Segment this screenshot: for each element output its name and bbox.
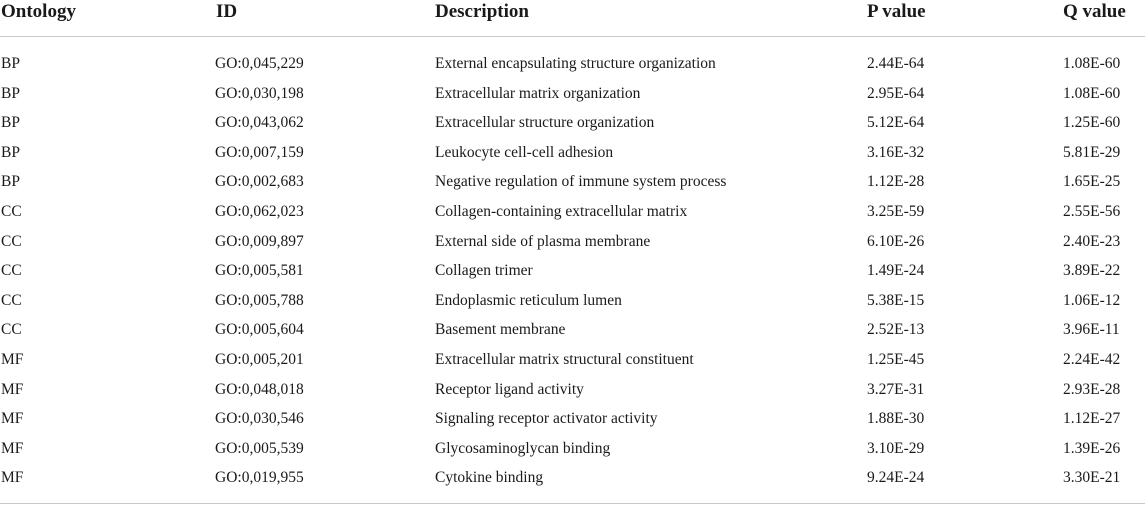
id-cell: GO:0,045,229 <box>215 55 304 72</box>
table-row <box>0 244 1145 280</box>
table-body <box>0 37 1145 487</box>
p-value-cell: 5.12E-64 <box>867 114 925 132</box>
ontology-cell: CC <box>1 232 22 250</box>
q-value-cell: 2.24E-42 <box>1063 350 1121 368</box>
header-p-value: P value <box>867 1 926 22</box>
table-row <box>0 422 1145 457</box>
header-id: ID <box>216 1 238 22</box>
table-row <box>0 37 1145 72</box>
table-row <box>0 451 1145 487</box>
q-value-cell: 2.93E-28 <box>1063 380 1121 398</box>
id-cell: GO:0,030,198 <box>215 84 304 102</box>
id-cell: GO:0,043,062 <box>215 114 304 132</box>
id-cell: GO:0,005,581 <box>215 262 304 280</box>
table-row <box>0 333 1145 368</box>
ontology-cell: CC <box>1 321 22 339</box>
p-value-cell: 1.25E-45 <box>867 350 925 368</box>
description-cell: Negative regulation of immune system process <box>435 173 727 191</box>
id-cell: GO:0,009,897 <box>215 232 304 250</box>
p-value-cell: 3.10E-29 <box>867 439 925 457</box>
q-value-cell: 2.55E-56 <box>1063 202 1121 220</box>
id-cell: GO:0,005,539 <box>215 439 304 457</box>
p-value-cell: 9.24E-24 <box>867 469 925 487</box>
table-header <box>0 0 1145 37</box>
description-cell: Endoplasmic reticulum lumen <box>435 291 622 309</box>
description-cell: Extracellular structure organization <box>435 114 655 132</box>
ontology-cell: CC <box>1 262 22 280</box>
p-value-cell: 1.49E-24 <box>867 262 925 280</box>
ontology-cell: CC <box>1 202 22 220</box>
id-cell: GO:0,005,201 <box>215 350 304 368</box>
description-cell: Collagen-containing extracellular matrix <box>435 202 688 220</box>
description-cell: Collagen trimer <box>435 262 533 280</box>
table-row <box>0 274 1145 309</box>
ontology-cell: MF <box>1 439 24 457</box>
q-value-cell: 5.81E-29 <box>1063 143 1121 161</box>
table-row <box>0 303 1145 339</box>
header-description: Description <box>435 1 529 22</box>
ontology-cell: MF <box>1 410 24 428</box>
description-cell: Glycosaminoglycan binding <box>435 439 611 457</box>
id-cell: GO:0,005,604 <box>215 321 304 339</box>
description-cell: External side of plasma membrane <box>435 232 651 250</box>
ontology-cell: BP <box>1 114 20 132</box>
ontology-cell: CC <box>1 291 22 309</box>
description-cell: Signaling receptor activator activity <box>435 410 658 428</box>
q-value-cell: 1.12E-27 <box>1063 410 1121 428</box>
table-row <box>0 155 1145 191</box>
id-cell: GO:0,062,023 <box>215 202 304 220</box>
id-cell: GO:0,007,159 <box>215 143 304 161</box>
description-cell: Receptor ligand activity <box>435 380 584 398</box>
header-q-value: Q value <box>1063 1 1126 22</box>
p-value-cell: 1.12E-28 <box>867 173 925 191</box>
q-value-cell: 1.25E-60 <box>1063 114 1121 132</box>
p-value-cell: 2.95E-64 <box>867 84 925 102</box>
p-value-cell: 2.52E-13 <box>867 321 925 339</box>
table-row <box>0 126 1145 161</box>
q-value-cell: 3.96E-11 <box>1063 321 1120 339</box>
table-row <box>0 67 1145 102</box>
ontology-cell: MF <box>1 350 24 368</box>
id-cell: GO:0,005,788 <box>215 291 304 309</box>
id-cell: GO:0,019,955 <box>215 469 304 487</box>
table-row <box>0 363 1145 398</box>
header-ontology: Ontology <box>1 1 76 22</box>
id-cell: GO:0,030,546 <box>215 410 304 428</box>
p-value-cell: 5.38E-15 <box>867 291 925 309</box>
bottom-rule <box>0 503 1145 504</box>
ontology-cell: BP <box>1 84 20 102</box>
ontology-cell: BP <box>1 55 20 72</box>
description-cell: Basement membrane <box>435 321 566 339</box>
id-cell: GO:0,002,683 <box>215 173 304 191</box>
ontology-cell: MF <box>1 469 24 487</box>
ontology-cell: BP <box>1 143 20 161</box>
p-value-cell: 1.88E-30 <box>867 410 925 428</box>
description-cell: Cytokine binding <box>435 469 544 487</box>
q-value-cell: 1.06E-12 <box>1063 291 1121 309</box>
table-row <box>0 96 1145 132</box>
p-value-cell: 3.27E-31 <box>867 380 925 398</box>
description-cell: Extracellular matrix organization <box>435 84 641 102</box>
p-value-cell: 2.44E-64 <box>867 55 925 72</box>
q-value-cell: 1.08E-60 <box>1063 55 1121 72</box>
table-row <box>0 215 1145 250</box>
q-value-cell: 2.40E-23 <box>1063 232 1121 250</box>
description-cell: External encapsulating structure organization <box>435 55 716 72</box>
p-value-cell: 3.25E-59 <box>867 202 925 220</box>
p-value-cell: 6.10E-26 <box>867 232 925 250</box>
table-row <box>0 392 1145 428</box>
ontology-cell: BP <box>1 173 20 191</box>
ontology-cell: MF <box>1 380 24 398</box>
p-value-cell: 3.16E-32 <box>867 143 925 161</box>
table-row <box>0 185 1145 220</box>
description-cell: Leukocyte cell-cell adhesion <box>435 143 614 161</box>
description-cell: Extracellular matrix structural constituent <box>435 350 694 368</box>
q-value-cell: 1.39E-26 <box>1063 439 1121 457</box>
id-cell: GO:0,048,018 <box>215 380 304 398</box>
q-value-cell: 3.30E-21 <box>1063 469 1121 487</box>
q-value-cell: 1.08E-60 <box>1063 84 1121 102</box>
q-value-cell: 1.65E-25 <box>1063 173 1121 191</box>
q-value-cell: 3.89E-22 <box>1063 262 1121 280</box>
